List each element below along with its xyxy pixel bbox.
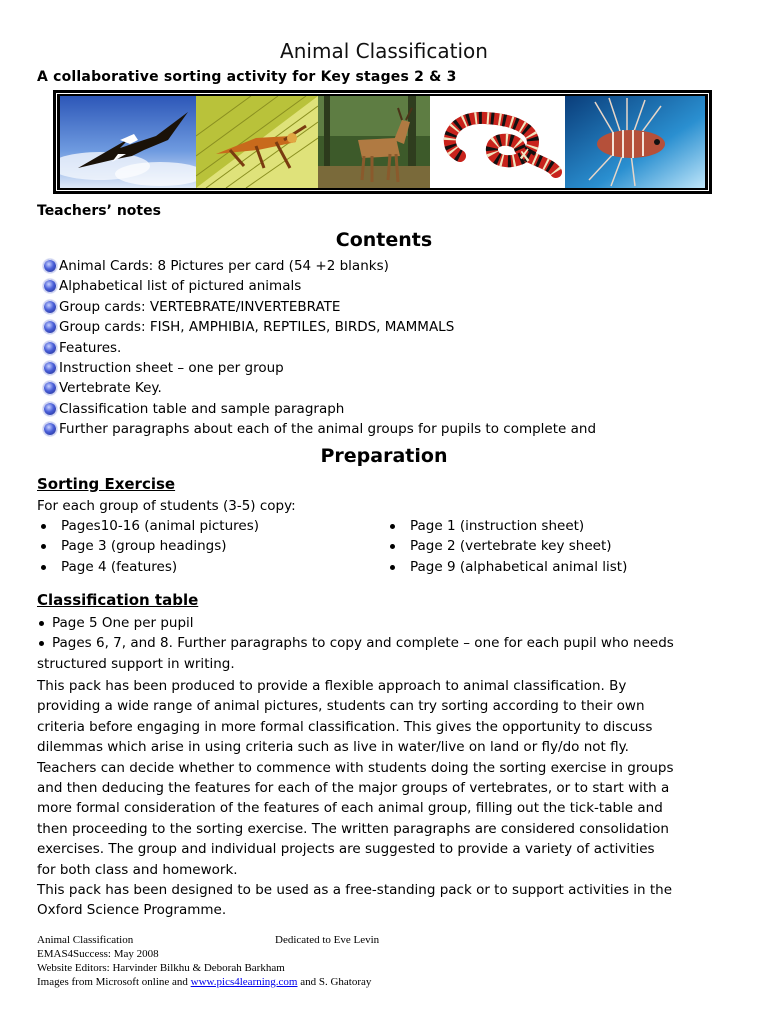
snake-photo [430, 96, 565, 188]
footer-title: Animal Classification [37, 934, 134, 946]
lionfish-photo [565, 96, 705, 188]
paragraph-line: This pack has been produced to provide a flexible approach to animal classification. By [37, 678, 627, 694]
footer-line-1 [37, 933, 133, 947]
blue-orb-bullet-icon [44, 382, 56, 394]
blue-orb-bullet-icon [44, 321, 56, 333]
preparation-heading: Preparation [320, 445, 448, 467]
blue-orb-bullet-icon [44, 362, 56, 374]
classification-line-1: Page 5 One per pupil [37, 613, 737, 633]
list-item: Alphabetical list of pictured animals [44, 276, 596, 296]
footer-line-2: EMAS4Success: May 2008 [37, 948, 159, 960]
grasshopper-photo [196, 96, 318, 188]
pics4learning-link[interactable]: www.pics4learning.com [190, 976, 298, 988]
list-item: Instruction sheet – one per group [44, 358, 596, 378]
list-item: Vertebrate Key. [44, 378, 596, 398]
eagle-photo [60, 96, 196, 188]
list-item: Page 3 (group headings) [37, 536, 259, 556]
paragraph-line: then proceeding to the sorting exercise. The written paragraphs are considered consolidation [37, 820, 669, 837]
teachers-notes-heading: Teachers’ notes [37, 203, 161, 219]
paragraph-line: and then deducing the features for each of the major groups of vertebrates, or to start with a [37, 780, 670, 797]
sorting-intro: For each group of students (3-5) copy: [37, 498, 296, 514]
paragraph-line: for both class and homework. [37, 861, 238, 878]
blue-orb-bullet-icon [44, 301, 56, 313]
list-item: Pages10-16 (animal pictures) [37, 516, 259, 536]
paragraph-line: criteria before engaging in more formal classification. This gives the opportunity to discuss [37, 718, 653, 735]
list-item: Further paragraphs about each of the animal groups for pupils to complete and [44, 419, 596, 439]
paragraph-line: dilemmas which arise in using criteria such as live in water/live on land or fly/do not fly. [37, 739, 629, 756]
paragraph-line: more formal consideration of the features of each animal group, filling out the tick-table and [37, 800, 663, 817]
list-item: Page 2 (vertebrate key sheet) [386, 536, 627, 556]
classification-line-3: structured support in writing. [37, 655, 235, 672]
list-item: Group cards: VERTEBRATE/INVERTEBRATE [44, 297, 596, 317]
animal-photo-banner [53, 90, 712, 194]
classification-notes [37, 613, 737, 674]
paragraph-line: Oxford Science Programme. [37, 902, 227, 919]
blue-orb-bullet-icon [44, 403, 56, 415]
footer-line-3: Website Editors: Harvinder Bilkhu & Deborah Barkham [37, 962, 285, 974]
classification-table-heading: Classification table [37, 591, 199, 609]
list-item: Classification table and sample paragraph [44, 399, 596, 419]
contents-list [44, 256, 596, 440]
list-item: Features. [44, 338, 596, 358]
list-item: Group cards: FISH, AMPHIBIA, REPTILES, BIRDS, MAMMALS [44, 317, 596, 337]
classification-line-2: Pages 6, 7, and 8. Further paragraphs to copy and complete – one for each pupil who needs [37, 633, 737, 653]
paragraph-line: Teachers can decide whether to commence with students doing the sorting exercise in groups [37, 759, 674, 776]
blue-orb-bullet-icon [44, 260, 56, 272]
sorting-list-right [386, 516, 627, 577]
blue-orb-bullet-icon [44, 280, 56, 292]
page-title: Animal Classification [280, 39, 488, 63]
sorting-exercise-heading: Sorting Exercise [37, 475, 176, 493]
footer-dedication: Dedicated to Eve Levin [275, 934, 380, 946]
paragraph-line: exercises. The group and individual projects are suggested to provide a variety of activities [37, 841, 655, 858]
list-item: Page 1 (instruction sheet) [386, 516, 627, 536]
closing-paragraph [37, 880, 737, 921]
contents-heading: Contents [335, 229, 433, 251]
footer-line-4: Images from Microsoft online and www.pics4learning.com and S. Ghatoray [37, 976, 372, 988]
deer-photo [318, 96, 430, 188]
sorting-list-left [37, 516, 259, 577]
intro-paragraph [37, 676, 737, 880]
list-item: Page 9 (alphabetical animal list) [386, 557, 627, 577]
list-item: Page 4 (features) [37, 557, 259, 577]
list-item: Animal Cards: 8 Pictures per card (54 +2 blanks) [44, 256, 596, 276]
blue-orb-bullet-icon [44, 423, 56, 435]
paragraph-line: providing a wide range of animal pictures, students can try sorting according to their own [37, 698, 645, 715]
paragraph-line: This pack has been designed to be used as a free-standing pack or to support activities in the [37, 882, 673, 898]
page-subtitle: A collaborative sorting activity for Key stages 2 & 3 [37, 69, 457, 85]
blue-orb-bullet-icon [44, 342, 56, 354]
